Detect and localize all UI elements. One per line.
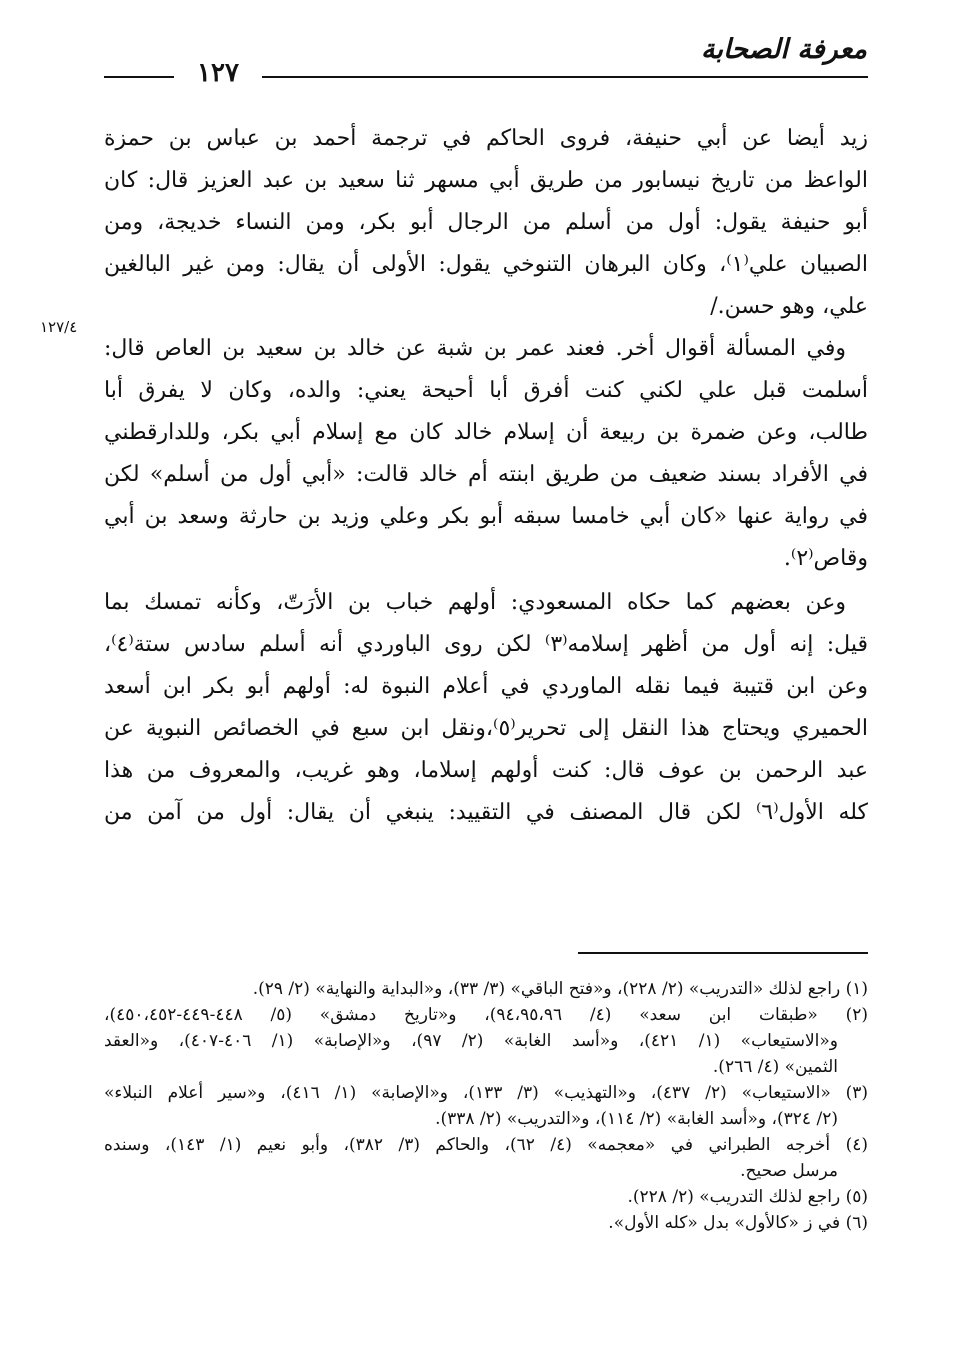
body-line: عبد الرحمن بن عوف قال: كنت أولهم إسلاما، وهو غريب، والمعروف من هذا [104,758,868,783]
body-line: طالب، وعن ضمرة بن ربيعة أن إسلام خالد كان مع إسلام أبي بكر، وللدارقطني [104,420,868,445]
footnote-line: (٤) أخرجه الطبراني في «معجمه» (٤/ ٦٢)، والحاكم (٣/ ٣٨٢)، وأبو نعيم (١/ ١٤٣)، وسنده [104,1135,868,1155]
footnote-line: مرسل صحيح. [740,1161,838,1181]
body-line: وعن بعضهم كما حكاه المسعودي: أولهم خباب بن الأرَتّ، وكأنه تمسك بما [104,590,846,615]
footnote-line: و«الاستيعاب» (١/ ٤٢١)، و«أسد الغابة» (٢/ ٩٧)، و«الإصابة» (١/ ٤٠٦-٤٠٧)، و«العقد [104,1031,838,1051]
body-line: علي، وهو حسن./ [710,294,868,319]
header-rule-right [262,76,868,78]
body-line: في الأفراد بسند ضعيف من طريق ابنته أم خالد قالت: «أبي أول من أسلم» لكن [104,462,868,487]
footnote-line: (٣) «الاستيعاب» (٢/ ٤٣٧)، و«التهذيب» (٣/ ١٣٣)، و«الإصابة» (١/ ٤١٦)، و«سير أعلام النبلاء» [104,1083,869,1103]
footnote-line: الثمين» (٤/ ٢٦٦). [712,1057,838,1077]
body-line: وعن ابن قتيبة فيما نقله الماوردي في أعلام النبوة له: أولهم أبو بكر ابن أسعد [104,674,868,699]
body-line: في رواية عنها «كان أبي خامسا سبقه أبو بكر وعلي وزيد بن حارثة وسعد بن أبي [104,504,869,529]
footnotes [104,976,868,1236]
body-line: زيد أيضا عن أبي حنيفة، فروى الحاكم في ترجمة أحمد بن عباس بن حمزة [104,126,868,151]
footnote-line: (٢/ ٣٢٤)، و«أسد الغابة» (٢/ ١١٤)، و«التدريب» (٢/ ٣٣٨). [435,1109,838,1129]
running-title: معرفة الصحابة [701,34,867,65]
margin-note: ١٢٧/٤ [40,318,78,336]
header-rule-left [104,76,174,78]
footnote-line: (٥) راجع لذلك التدريب» (٢/ ٢٢٨). [627,1187,868,1207]
body-line: أسلمت قبل علي لكني كنت أفرق أبا أحيحة يعني: والده، وكان لا يفرق أبا [104,378,868,403]
footnote-line: (٦) في ز «كالأول» بدل «كله الأول». [608,1213,868,1233]
footnote-separator [578,952,868,954]
body-text [104,118,868,834]
body-line: الحميري ويحتاج هذا النقل إلى تحرير⁽٥⁾،ونقل ابن سبع في الخصائص النبوية عن [104,716,868,741]
body-line: الواعظ من تاريخ نيسابور من طريق أبي مسهر ثنا سعيد بن عبد العزيز قال: كان [104,168,868,193]
body-line: الصبيان علي⁽١⁾، وكان البرهان التنوخي يقول: الأولى أن يقال: ومن غير البالغين [104,252,868,277]
body-line: قيل: إنه أول من أظهر إسلامه⁽٣⁾ لكن روى الباوردي أنه أسلم سادس ستة⁽٤⁾، [104,632,868,657]
body-line: وفي المسألة أقوال أخر. فعند عمر بن شبة عن خالد بن سعيد بن العاص قال: [104,336,846,361]
body-line: كله الأول⁽٦⁾ لكن قال المصنف في التقييد: ينبغي أن يقال: أول من آمن من [104,800,868,825]
body-line: وقاص⁽٢⁾. [783,546,868,571]
footnote-line: (١) راجع لذلك «التدريب» (٢/ ٢٢٨)، و«فتح الباقي» (٣/ ٣٣)، و«البداية والنهاية» (٢/ ٢٩). [252,979,868,999]
footnote-line: (٢) «طبقات ابن سعد» (٤/ ٩٤،٩٥،٩٦)، و«تاريخ دمشق» (٥/ ٤٤٨-٤٤٩-٤٥٠،٤٥٢)، [104,1005,868,1025]
body-line: أبو حنيفة يقول: أول من أسلم من الرجال أبو بكر، ومن النساء خديجة، ومن [104,210,868,235]
page-number: ١٢٧ [197,58,239,88]
